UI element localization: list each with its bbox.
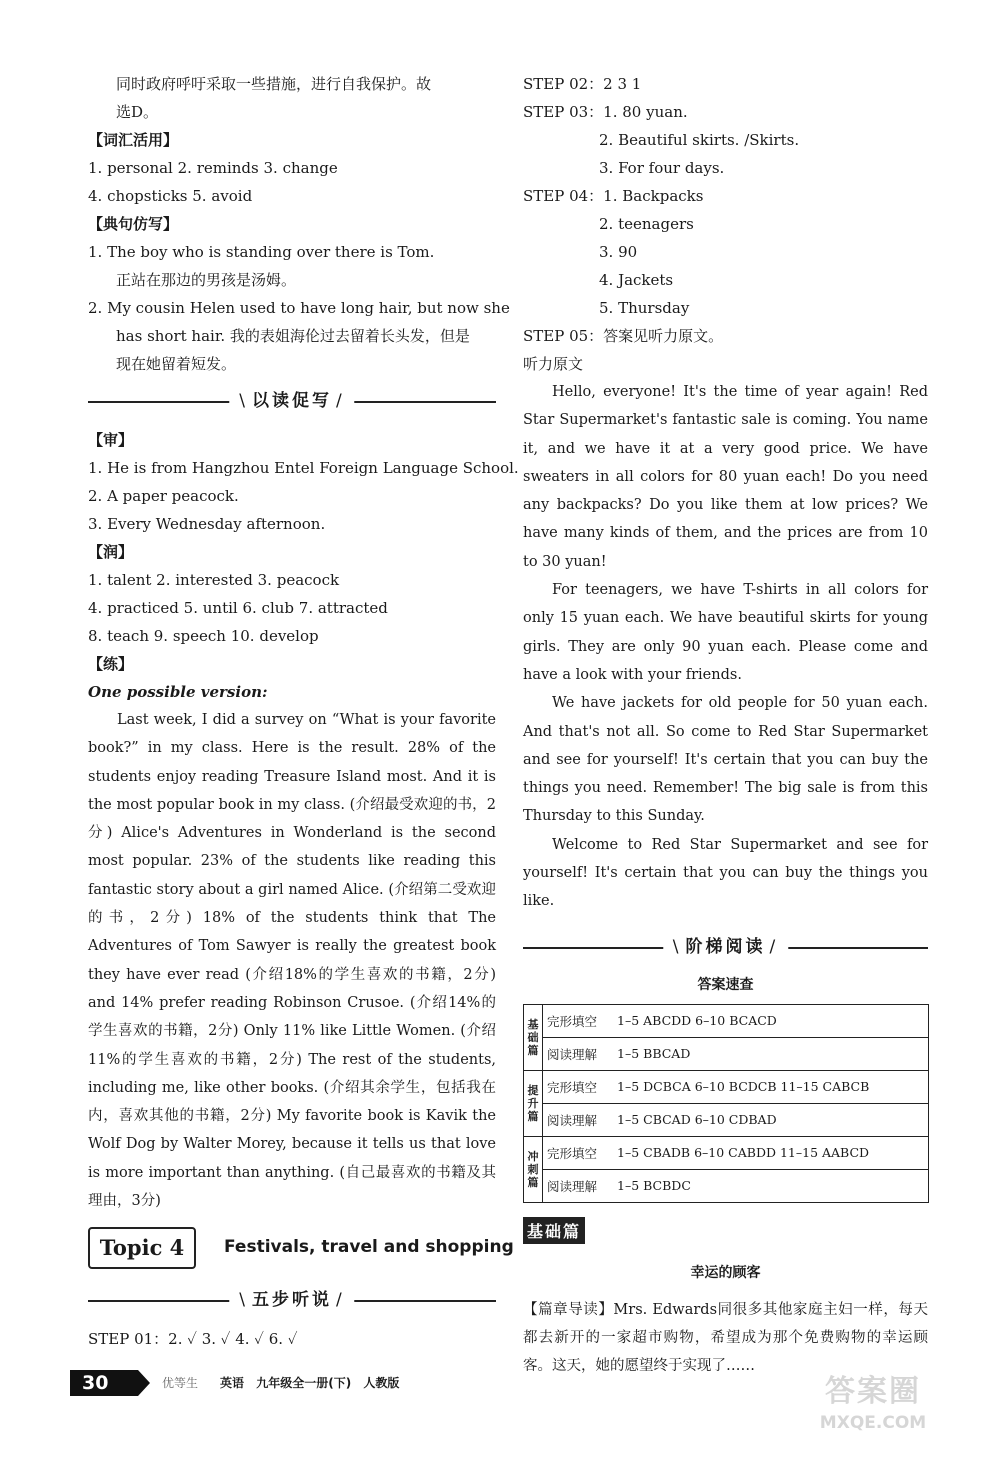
section-label: 基础篇: [524, 1004, 543, 1070]
review-answer: 2. A paper peacock.: [88, 487, 239, 505]
step-answer: 4. Jackets: [599, 271, 674, 289]
step-answer: STEP 05：答案见听力原文。: [523, 327, 724, 345]
step-answer: 2. Beautiful skirts. /Skirts.: [599, 131, 800, 149]
question-type: 阅读理解: [543, 1169, 614, 1202]
sentence-answer: 1. The boy who is standing over there is Tom.: [88, 243, 435, 261]
table-row: [524, 1169, 929, 1202]
answer-key: 1–5 BCBDC: [613, 1169, 929, 1202]
answer-key: 1–5 CBCAD 6–10 CDBAD: [613, 1103, 929, 1136]
edition: 人教版: [363, 1376, 400, 1390]
vocab-answers: 4. chopsticks 5. avoid: [88, 187, 253, 205]
table-row: [524, 1004, 929, 1037]
step-answer: STEP 01：2. ✓ 3. ✓ 4. ✓ 6. ✓: [88, 1330, 298, 1349]
sentence-translation: 正站在那边的男孩是汤姆。: [116, 271, 297, 289]
script-paragraph: Hello, everyone! It's the time of year again! Red Star Supermarket's fantastic sale is coming. You name it, and we have it at a very good price. We have sweaters in all colors for 80 yuan each! Do you need any backpacks? Do you like them at low prices? We have many kinds of them, and the prices are from 10 to 30 yuan!: [523, 384, 928, 570]
polish-answer: 4. practiced 5. until 6. club 7. attracted: [88, 599, 388, 617]
answer-key: 1–5 ABCDD 6–10 BCACD: [613, 1004, 929, 1037]
step-answer: 2. teenagers: [599, 215, 694, 233]
table-row: [524, 1103, 929, 1136]
topic-title: Festivals, travel and shopping: [224, 1237, 514, 1258]
watermark-text: 答案圈: [825, 1374, 921, 1409]
section-label: 冲刺篇: [524, 1136, 543, 1202]
step-answer: 5. Thursday: [599, 299, 690, 317]
book-info: [220, 1374, 399, 1391]
page-number: 30: [70, 1370, 138, 1396]
brand-name: 优等生: [162, 1376, 199, 1390]
step-answer: STEP 04：1. Backpacks: [523, 187, 704, 205]
script-paragraph: We have jackets for old people for 50 yuan each. And that's not all. So come to Red Star Supermarket and see for yourself! It's certain that you can buy the things you need. Remember! The big sale is from this Thursday to this Sunday.: [523, 695, 928, 825]
step-answer: 3. For four days.: [599, 159, 725, 177]
left-column: [88, 70, 519, 1353]
sentence-answer: 2. My cousin Helen used to have long hair, but now she: [88, 299, 510, 317]
table-title: 答案速查: [697, 976, 754, 993]
subject: 英语: [220, 1376, 245, 1390]
polish-heading: 【润】: [88, 543, 134, 561]
version-label: One possible version:: [88, 683, 268, 701]
script-paragraph: For teenagers, we have T-shirts in all colors for only 15 yuan each. We have beautiful skirts for young girls. They are only 90 yuan each. Please come and have a look with your friends.: [523, 582, 928, 683]
watermark-logo: [808, 1372, 938, 1442]
question-type: 阅读理解: [543, 1037, 614, 1070]
continuation-line: 同时政府呼吁采取一些措施，进行自我保护。故: [116, 75, 432, 93]
answer-key: 1–5 CBADB 6–10 CABDD 11–15 AABCD: [613, 1136, 929, 1169]
table-row: [524, 1136, 929, 1169]
script-heading: 听力原文: [523, 355, 584, 373]
section-banner: [88, 1283, 496, 1319]
continuation-line: 选D。: [116, 103, 159, 121]
section-banner: [523, 930, 928, 966]
answer-table: [523, 1004, 929, 1203]
review-heading: 【审】: [88, 431, 134, 449]
question-type: 完形填空: [543, 1004, 614, 1037]
topic-header: [88, 1221, 514, 1277]
review-answer: 3. Every Wednesday afternoon.: [88, 515, 326, 533]
grade: 九年级全一册(下): [256, 1376, 352, 1390]
vocab-heading: 【词汇活用】: [88, 131, 179, 149]
script-paragraph: Welcome to Red Star Supermarket and see for yourself! It's certain that you can buy the things you like.: [523, 836, 928, 910]
basic-section-tag: 基础篇: [523, 1217, 585, 1244]
sentence-answer: has short hair. 我的表姐海伦过去留着长头发，但是: [116, 327, 470, 345]
watermark-url: MXQE.COM: [819, 1413, 927, 1433]
question-type: 完形填空: [543, 1070, 614, 1103]
table-row: [524, 1037, 929, 1070]
banner-title: \ 阶梯阅读 /: [663, 934, 788, 960]
step-answer: 3. 90: [599, 243, 638, 261]
banner-title: \ 以读促写 /: [229, 388, 354, 414]
practice-heading: 【练】: [88, 655, 134, 673]
answer-key: 1–5 BBCAD: [613, 1037, 929, 1070]
section-banner: [88, 384, 496, 420]
model-essay: Last week, I did a survey on “What is your favorite book?” in my class. Here is the result. 28% of the students enjoy reading Treasure Island most. And it is the most popular book in my class. (介绍最受欢迎的书，2分) Alice's Adventures in Wonderland is the second most popular. 23% of the students like reading this fantastic story about a girl named Alice. (介绍第二受欢迎的书，2分) 18% of the students think that The Adventures of Tom Sawyer is really the greatest book they have ever read (介绍18%的学生喜欢的书籍，2分) and 14% prefer reading Robinson Crusoe. (介绍14%的学生喜欢的书籍，2分) Only 11% like Little Women. (介绍11%的学生喜欢的书籍，2分) The rest of the students, including me, like other books. (介绍其余学生，包括我在内，喜欢其他的书籍，2分) My favorite book is Kavik the Wolf Dog by Walter Morey, because it tells us that love is more important than anything. (自己最喜欢的书籍及其理由，3分): [88, 712, 496, 1210]
step-answer: STEP 02：2 3 1: [523, 75, 642, 93]
question-type: 阅读理解: [543, 1103, 614, 1136]
table-row: [524, 1070, 929, 1103]
sentence-answer: 现在她留着短发。: [116, 355, 237, 373]
banner-title: \ 五步听说 /: [229, 1287, 354, 1313]
sentence-heading: 【典句仿写】: [88, 215, 179, 233]
question-type: 完形填空: [543, 1136, 614, 1169]
review-answer: 1. He is from Hangzhou Entel Foreign Language School.: [88, 459, 519, 477]
polish-answer: 8. teach 9. speech 10. develop: [88, 627, 319, 645]
story-title: 幸运的顾客: [690, 1264, 761, 1281]
step-answer: STEP 03：1. 80 yuan.: [523, 103, 688, 121]
topic-label: Topic 4: [88, 1227, 196, 1269]
chapter-guide: 【篇章导读】Mrs. Edwards同很多其他家庭主妇一样，每天都去新开的一家超市购物，希望成为那个免费购物的幸运顾客。这天，她的愿望终于实现了……: [523, 1301, 928, 1375]
right-column: [523, 70, 928, 1381]
vocab-answers: 1. personal 2. reminds 3. change: [88, 159, 338, 177]
polish-answer: 1. talent 2. interested 3. peacock: [88, 571, 340, 589]
answer-key: 1–5 DCBCA 6–10 BCDCB 11–15 CABCB: [613, 1070, 929, 1103]
section-label: 提升篇: [524, 1070, 543, 1136]
